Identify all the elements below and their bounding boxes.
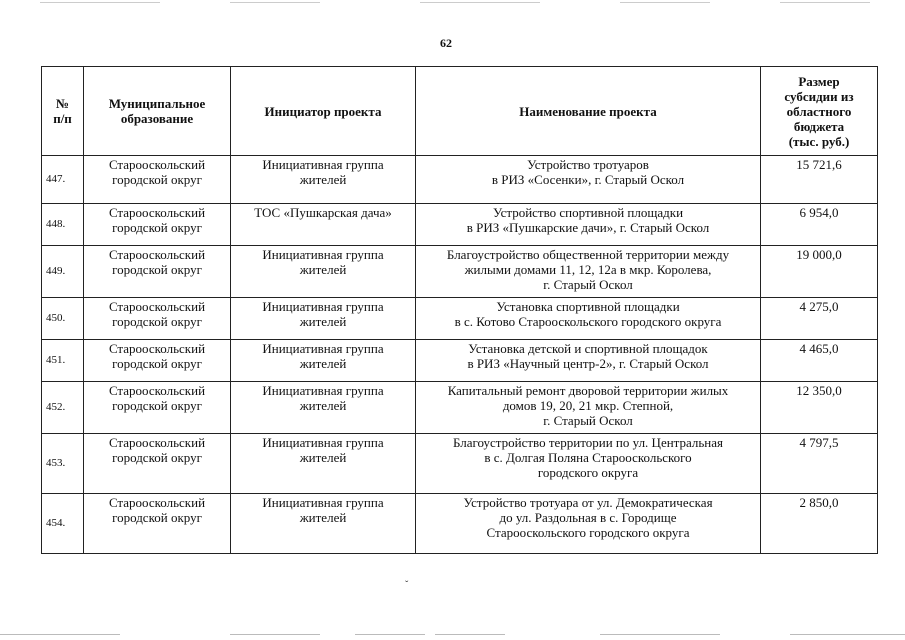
table-row <box>42 156 878 204</box>
table-row <box>42 382 878 434</box>
row-initiator: Инициативная группа жителей <box>231 156 416 204</box>
row-number: 452. <box>42 382 84 434</box>
row-initiator: Инициативная группа жителей <box>231 340 416 382</box>
row-number: 449. <box>42 246 84 298</box>
row-initiator: ТОС «Пушкарская дача» <box>231 204 416 246</box>
row-municipality: Старооскольский городской округ <box>84 434 231 494</box>
row-amount: 12 350,0 <box>761 382 878 434</box>
row-project: Устройство тротуаров в РИЗ «Сосенки», г. Старый Оскол <box>416 156 761 204</box>
row-project: Установка спортивной площадки в с. Котово Старооскольского городского округа <box>416 298 761 340</box>
scan-bottom-edge <box>0 634 905 638</box>
subsidy-table <box>41 66 878 554</box>
row-number: 454. <box>42 494 84 554</box>
header-amount: Размер субсидии из областного бюджета (тыс. руб.) <box>761 67 878 156</box>
header-initiator: Инициатор проекта <box>231 67 416 156</box>
scan-speck: ˇ <box>405 580 409 591</box>
row-number: 453. <box>42 434 84 494</box>
row-municipality: Старооскольский городской округ <box>84 340 231 382</box>
row-initiator: Инициативная группа жителей <box>231 494 416 554</box>
scan-top-edge <box>0 2 905 4</box>
row-municipality: Старооскольский городской округ <box>84 204 231 246</box>
table-row <box>42 494 878 554</box>
header-num: № п/п <box>42 67 84 156</box>
row-municipality: Старооскольский городской округ <box>84 494 231 554</box>
header-municipality: Муниципальное образование <box>84 67 231 156</box>
row-initiator: Инициативная группа жителей <box>231 434 416 494</box>
table-row <box>42 204 878 246</box>
table-row <box>42 298 878 340</box>
row-amount: 6 954,0 <box>761 204 878 246</box>
row-number: 447. <box>42 156 84 204</box>
row-initiator: Инициативная группа жителей <box>231 298 416 340</box>
table-row <box>42 340 878 382</box>
row-project: Установка детской и спортивной площадок в РИЗ «Научный центр-2», г. Старый Оскол <box>416 340 761 382</box>
row-municipality: Старооскольский городской округ <box>84 246 231 298</box>
row-initiator: Инициативная группа жителей <box>231 246 416 298</box>
row-amount: 15 721,6 <box>761 156 878 204</box>
table-row <box>42 434 878 494</box>
row-amount: 19 000,0 <box>761 246 878 298</box>
header-project: Наименование проекта <box>416 67 761 156</box>
row-project: Капитальный ремонт дворовой территории жилых домов 19, 20, 21 мкр. Степной, г. Старый Оскол <box>416 382 761 434</box>
row-amount: 2 850,0 <box>761 494 878 554</box>
table-header-row <box>42 67 878 156</box>
row-municipality: Старооскольский городской округ <box>84 382 231 434</box>
row-project: Устройство тротуара от ул. Демократическая до ул. Раздольная в с. Городище Старооскольского городского округа <box>416 494 761 554</box>
row-amount: 4 797,5 <box>761 434 878 494</box>
page-number: 62 <box>440 36 452 50</box>
row-number: 451. <box>42 340 84 382</box>
row-municipality: Старооскольский городской округ <box>84 156 231 204</box>
row-project: Благоустройство общественной территории между жилыми домами 11, 12, 12а в мкр. Королева, г. Старый Оскол <box>416 246 761 298</box>
row-number: 450. <box>42 298 84 340</box>
row-amount: 4 275,0 <box>761 298 878 340</box>
row-project: Благоустройство территории по ул. Центральная в с. Долгая Поляна Старооскольского городского округа <box>416 434 761 494</box>
row-initiator: Инициативная группа жителей <box>231 382 416 434</box>
row-amount: 4 465,0 <box>761 340 878 382</box>
table-row <box>42 246 878 298</box>
row-municipality: Старооскольский городской округ <box>84 298 231 340</box>
row-number: 448. <box>42 204 84 246</box>
row-project: Устройство спортивной площадки в РИЗ «Пушкарские дачи», г. Старый Оскол <box>416 204 761 246</box>
